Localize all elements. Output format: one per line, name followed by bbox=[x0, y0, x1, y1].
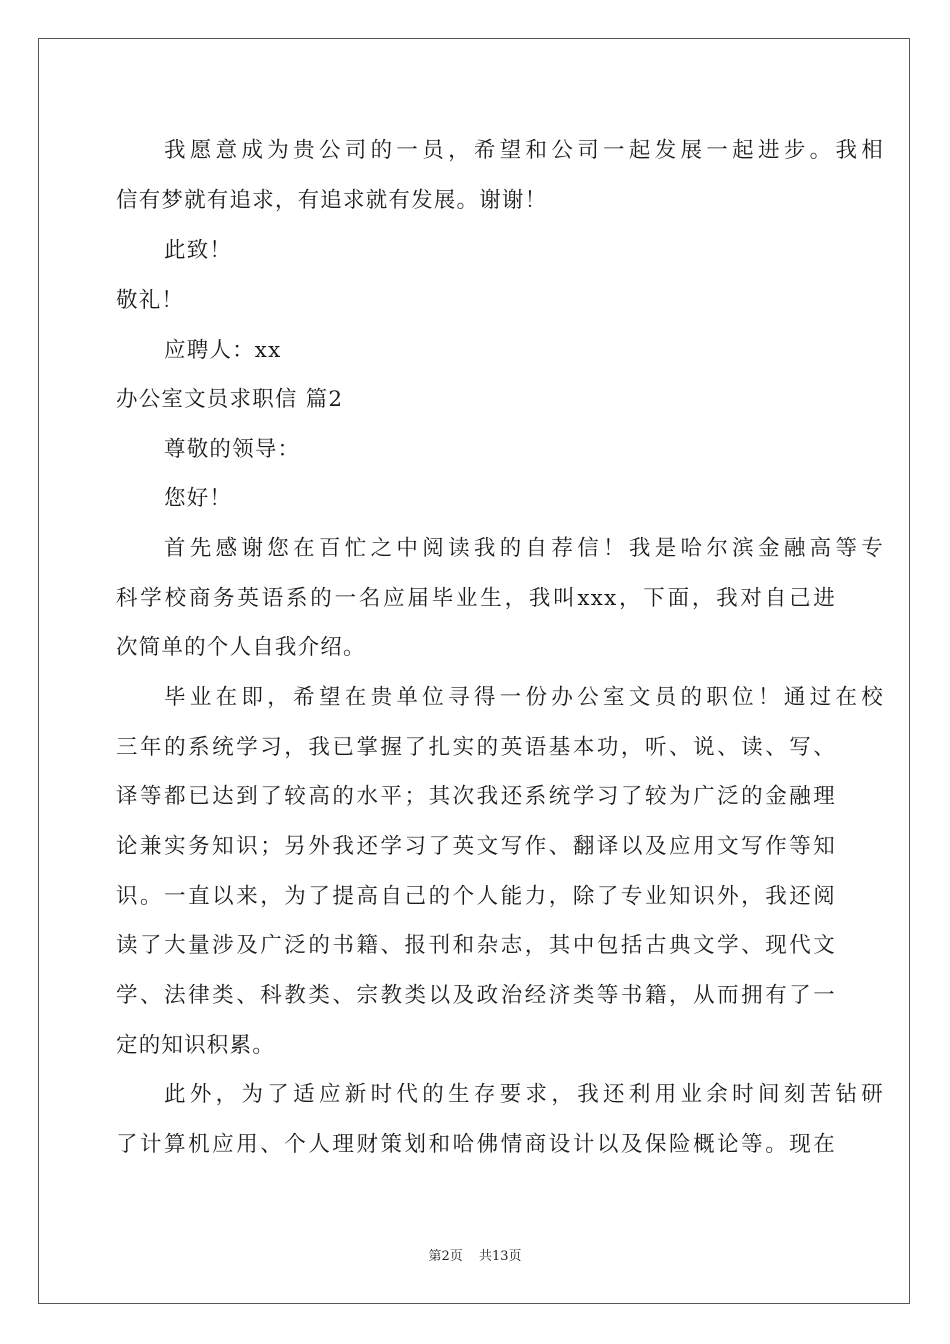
paragraph-line: 识。一直以来，为了提高自己的个人能力，除了专业知识外，我还阅 bbox=[116, 884, 836, 909]
closing-line: 此致！ bbox=[164, 238, 233, 263]
paragraph-line: 此外，为了适应新时代的生存要求，我还利用业余时间刻苦钻研 bbox=[164, 1082, 884, 1107]
paragraph-line: 学、法律类、科教类、宗教类以及政治经济类等书籍，从而拥有了一 bbox=[116, 983, 836, 1008]
paragraph-line: 次简单的个人自我介绍。 bbox=[116, 635, 366, 660]
page-footer bbox=[0, 1248, 950, 1266]
greeting-line: 您好！ bbox=[164, 486, 233, 511]
paragraph-line: 首先感谢您在百忙之中阅读我的自荐信！我是哈尔滨金融高等专 bbox=[164, 536, 884, 561]
greeting-line: 尊敬的领导： bbox=[164, 437, 301, 462]
salutation-line: 敬礼！ bbox=[116, 288, 185, 313]
applicant-signature: 应聘人：xx bbox=[164, 338, 282, 363]
paragraph-line: 读了大量涉及广泛的书籍、报刊和杂志，其中包括古典文学、现代文 bbox=[116, 933, 836, 958]
section-heading: 办公室文员求职信 篇2 bbox=[116, 387, 344, 412]
paragraph-line: 毕业在即，希望在贵单位寻得一份办公室文员的职位！通过在校 bbox=[164, 685, 884, 710]
page-total: 共13页 bbox=[478, 1249, 522, 1264]
paragraph-line: 信有梦就有追求，有追求就有发展。谢谢！ bbox=[116, 188, 548, 213]
page-border bbox=[38, 38, 910, 1304]
paragraph-line: 三年的系统学习，我已掌握了扎实的英语基本功，听、说、读、写、 bbox=[116, 735, 836, 760]
page-number: 第2页 bbox=[428, 1249, 463, 1264]
paragraph-line: 科学校商务英语系的一名应届毕业生，我叫xxx，下面，我对自己进 bbox=[116, 586, 836, 611]
paragraph-line: 译等都已达到了较高的水平；其次我还系统学习了较为广泛的金融理 bbox=[116, 784, 836, 809]
paragraph-line: 我愿意成为贵公司的一员，希望和公司一起发展一起进步。我相 bbox=[164, 138, 884, 163]
paragraph-line: 定的知识积累。 bbox=[116, 1033, 275, 1058]
paragraph-line: 了计算机应用、个人理财策划和哈佛情商设计以及保险概论等。现在 bbox=[116, 1132, 836, 1157]
paragraph-line: 论兼实务知识；另外我还学习了英文写作、翻译以及应用文写作等知 bbox=[116, 834, 836, 859]
